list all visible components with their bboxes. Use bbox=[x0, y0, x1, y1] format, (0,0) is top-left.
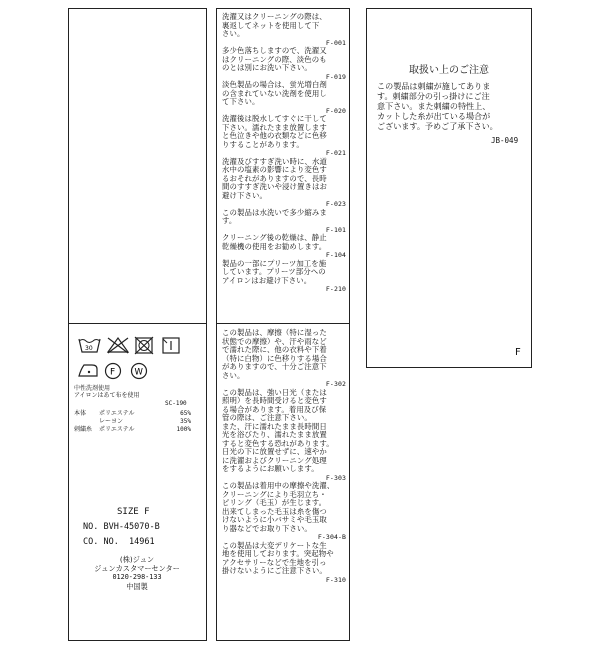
phone-number: 0120-298-133 bbox=[112, 573, 162, 581]
care-line: この製品は水洗いで多少縮みま bbox=[222, 207, 327, 217]
dry-clean-f-icon bbox=[106, 364, 121, 379]
care-line: すると変色する恐れがあります。 bbox=[222, 438, 334, 448]
caution-line: ございます。予めご了承下さい。 bbox=[377, 121, 498, 131]
care-line: 照明）を長時間受けると変色す bbox=[222, 396, 327, 405]
care-line: クリーニング後の乾燥は、静止 bbox=[222, 233, 327, 242]
care-line: けないように小バサミや毛玉取 bbox=[222, 515, 327, 524]
care-notes-top bbox=[222, 13, 346, 294]
caution-title: 取扱い上のご注意 bbox=[409, 65, 489, 76]
care-line: 洗濯及びすすぎ洗い時に、水道 bbox=[222, 156, 327, 166]
care-code: F-019 bbox=[325, 72, 346, 81]
company-name: (株)ジュン bbox=[119, 555, 155, 564]
tag-divider bbox=[217, 323, 349, 324]
care-line: と色泣きや他の衣類などに色移 bbox=[222, 131, 327, 140]
caution-tag bbox=[366, 8, 532, 368]
care-line: 掛けないようにご注意下さい。 bbox=[222, 566, 327, 575]
care-tag-left bbox=[68, 8, 207, 641]
care-line: 洗濯又はクリーニングの際は、 bbox=[222, 12, 327, 21]
svg-text:30: 30 bbox=[85, 345, 93, 352]
wet-clean-w-icon bbox=[132, 364, 147, 379]
care-symbols-row-2 bbox=[77, 361, 197, 381]
care-line: て下さい。 bbox=[222, 97, 260, 106]
care-symbols-row bbox=[77, 335, 197, 355]
care-line: 多少色落ちしますので、洗濯又 bbox=[222, 46, 327, 55]
care-code: F-210 bbox=[325, 285, 346, 293]
sc-code: SC-190 bbox=[165, 400, 187, 407]
care-line: この製品は、摩擦（特に湿った bbox=[222, 328, 327, 337]
care-line: 出来てしまった毛玉は糸を傷つ bbox=[222, 506, 327, 516]
care-line: さい。 bbox=[222, 29, 245, 38]
care-line: 乾燥機の使用をお勧めします。 bbox=[222, 241, 327, 251]
care-line: 水中の塩素の影響により変色す bbox=[222, 165, 327, 174]
care-line: 淡色製品の場合は、蛍光増白剤 bbox=[222, 80, 327, 89]
wash-note-2: アイロンはあて布を使用 bbox=[74, 392, 140, 399]
care-line: 光を浴びたり、濡れたまま放置 bbox=[222, 430, 327, 439]
caution-line: この製品は刺繍が施してありま bbox=[377, 81, 491, 91]
care-line: 下さい。濡れたまま放置します bbox=[222, 122, 327, 132]
care-code: F-304-B bbox=[317, 533, 346, 541]
care-line: 製品の一部にプリーツ加工を施 bbox=[222, 258, 327, 268]
care-line: 洗濯後は脱水してすぐに干して bbox=[222, 114, 327, 123]
material-pct: 35% bbox=[180, 418, 191, 425]
co-number: CO. NO. 14961 bbox=[83, 537, 155, 547]
care-code: F-302 bbox=[325, 380, 346, 388]
care-line: 日光の下に放置せずに、速やか bbox=[222, 447, 327, 456]
care-line: 間のすすぎ洗いや浸け置きはお bbox=[222, 182, 327, 191]
care-line: り器などでお取り下さい。 bbox=[222, 523, 312, 533]
care-line: る場合があります。着用及び保 bbox=[222, 404, 327, 414]
care-line: 避け下さい。 bbox=[222, 190, 267, 200]
caution-line: 意下さい。また刺繍の特性上、 bbox=[377, 101, 491, 111]
line-dry-icon bbox=[163, 338, 179, 353]
care-line: （特に白物）に色移りする場合 bbox=[222, 353, 327, 363]
material-fiber: レーヨン bbox=[99, 418, 124, 425]
care-line: はクリーニングの際、淡色のも bbox=[222, 54, 327, 64]
no-bleach-icon bbox=[108, 338, 128, 353]
no-tumble-dry-icon bbox=[135, 337, 153, 354]
care-line: 裏返してネットを使用して下 bbox=[222, 20, 320, 30]
care-line: に洗濯およびクリーニング処理 bbox=[222, 455, 327, 465]
care-line: 管の際は、ご注意下さい。 bbox=[222, 413, 312, 422]
care-code: F-023 bbox=[325, 200, 346, 208]
care-line: クリーニングにより毛羽立ち・ bbox=[222, 489, 327, 499]
wash-note-1: 中性洗剤使用 bbox=[74, 385, 111, 392]
care-code: F-310 bbox=[325, 575, 346, 584]
tag-divider bbox=[69, 323, 206, 324]
care-line: の含まれていない洗剤を使用し bbox=[222, 88, 327, 98]
care-line: 地を使用しております。突起物や bbox=[222, 549, 334, 558]
care-line: す。 bbox=[222, 216, 237, 225]
care-line: さい。 bbox=[222, 370, 245, 380]
care-line: しています。プリーツ部分への bbox=[222, 267, 326, 276]
customer-center: ジュンカスタマーセンター bbox=[94, 564, 180, 573]
material-part: 本体 bbox=[74, 410, 87, 417]
material-fiber: ポリエステル bbox=[99, 426, 135, 433]
care-line: この製品は、強い日光（または bbox=[222, 387, 327, 397]
care-line: また、汗に濡れたまま長時間日 bbox=[222, 421, 327, 431]
care-code: F-101 bbox=[325, 225, 346, 234]
care-line: りすることがあります。 bbox=[222, 139, 304, 149]
care-code: F-020 bbox=[325, 106, 346, 115]
care-code: F-104 bbox=[325, 251, 346, 259]
material-pct: 100% bbox=[176, 426, 191, 433]
care-line: をするようにお願いします。 bbox=[222, 464, 319, 473]
caution-code: JB-049 bbox=[491, 136, 519, 145]
product-number: NO. BVH-45070-B bbox=[83, 522, 160, 532]
iron-low-icon bbox=[79, 365, 97, 376]
material-fiber: ポリエステル bbox=[99, 410, 135, 417]
care-line: がありますので、十分ご注意下 bbox=[222, 362, 327, 371]
material-part: 刺繍糸 bbox=[74, 426, 93, 433]
care-line: で濡れた際に、他の衣料や下着 bbox=[222, 345, 327, 354]
size-mark: F bbox=[515, 347, 521, 358]
care-line: 状態での摩擦）や、汗や雨など bbox=[222, 336, 327, 346]
country-of-origin: 中国製 bbox=[126, 582, 148, 591]
care-line: この製品は着用中の摩擦や洗濯、 bbox=[222, 481, 335, 490]
care-line: ピリング（毛玉）が生じます。 bbox=[222, 498, 327, 507]
care-line: のとは別にお洗い下さい。 bbox=[222, 63, 312, 72]
svg-text:W: W bbox=[134, 367, 143, 378]
caution-body bbox=[377, 81, 527, 131]
size-label: SIZE F bbox=[117, 507, 150, 517]
wash-30-icon bbox=[79, 339, 100, 352]
care-code: F-021 bbox=[325, 149, 346, 157]
material-pct: 65% bbox=[180, 410, 191, 417]
svg-text:F: F bbox=[110, 367, 116, 378]
care-notes-bottom bbox=[222, 329, 346, 584]
care-line: るおそれがありますので、長時 bbox=[222, 173, 327, 183]
caution-line: す。刺繍部分の引っ掛けにご注 bbox=[377, 91, 490, 101]
caution-line: カットした糸が出ている場合が bbox=[377, 111, 491, 121]
care-line: アイロンはお避け下さい。 bbox=[222, 275, 312, 285]
care-code: F-303 bbox=[325, 473, 346, 482]
care-line: アクセサリーなどで生地を引っ bbox=[222, 557, 327, 567]
care-line: この製品は大変デリケートな生 bbox=[222, 540, 327, 550]
care-tag-middle bbox=[216, 8, 350, 641]
care-code: F-001 bbox=[325, 38, 346, 47]
